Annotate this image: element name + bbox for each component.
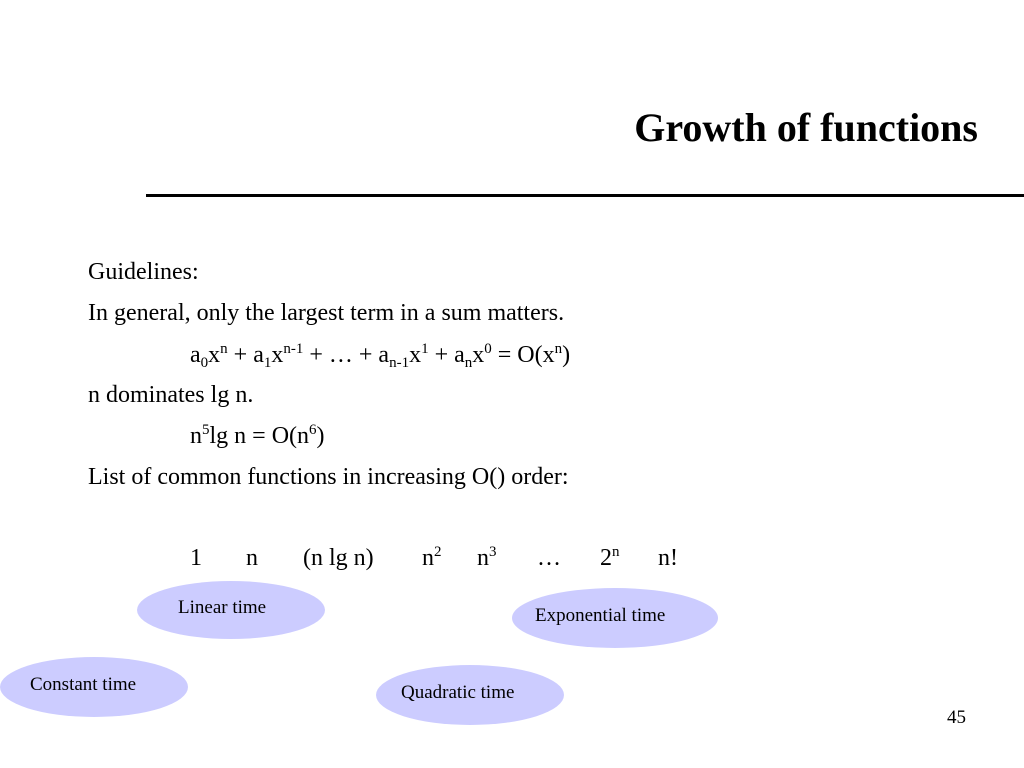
close-paren: ): [316, 423, 325, 449]
base-2: 2: [600, 545, 612, 571]
callout-label: Linear time: [178, 597, 267, 618]
result-big-o: = O(x: [491, 342, 555, 368]
sup-5: 5: [202, 422, 210, 438]
function-factorial: n!: [658, 545, 678, 571]
var-x: x: [271, 342, 284, 368]
callout-label: Constant time: [30, 674, 137, 695]
close-paren: ): [562, 342, 571, 368]
var-n: n: [190, 423, 202, 449]
callout-label: Exponential time: [535, 605, 666, 626]
sub-1: 1: [263, 355, 272, 371]
function-exponential: [600, 543, 620, 573]
function-cubic: [477, 543, 497, 573]
title-divider: [146, 194, 1024, 197]
sup-0: 0: [484, 341, 492, 357]
sub-n: n: [464, 355, 473, 371]
term-plus-a1: + a: [227, 342, 264, 368]
base-n: n: [422, 545, 434, 571]
page-number: 45: [947, 707, 966, 728]
sup-3: 3: [489, 544, 497, 560]
callout-exponential-time: [512, 588, 718, 648]
log-example-formula: [190, 421, 325, 451]
term-ellipsis: + … + a: [303, 342, 390, 368]
sup-1: 1: [421, 341, 429, 357]
callout-label: Quadratic time: [401, 682, 515, 703]
callout-linear-time: [137, 581, 325, 639]
function-linear: n: [246, 545, 258, 571]
base-n: n: [477, 545, 489, 571]
sub-0: 0: [200, 355, 209, 371]
log-mid: lg n = O(n: [209, 423, 310, 449]
sup-n: n: [220, 341, 228, 357]
callout-quadratic-time: [376, 665, 564, 725]
rule-log: n dominates lg n.: [88, 382, 254, 408]
sup-2: 2: [434, 544, 442, 560]
sup-n: n: [612, 544, 620, 560]
function-nlogn: (n lg n): [303, 545, 374, 571]
var-x: x: [409, 342, 422, 368]
coef-a0: a: [190, 342, 201, 368]
term-plus-an: + a: [428, 342, 465, 368]
list-label: List of common functions in increasing O() order:: [88, 464, 569, 490]
sup-6: 6: [309, 422, 317, 438]
polynomial-formula: [190, 340, 570, 370]
sup-n: n: [554, 341, 563, 357]
rule-largest-term: In general, only the largest term in a sum matters.: [88, 300, 565, 326]
function-constant: 1: [190, 545, 202, 571]
function-ellipsis: …: [537, 545, 561, 571]
var-x: x: [472, 342, 485, 368]
slide-title: Growth of functions: [634, 105, 978, 150]
callout-constant-time: [0, 657, 188, 717]
var-x: x: [208, 342, 221, 368]
guidelines-label: Guidelines:: [88, 259, 199, 285]
sub-n-1: n-1: [389, 355, 410, 371]
function-quadratic: [422, 543, 442, 573]
sup-n-1: n-1: [283, 341, 304, 357]
